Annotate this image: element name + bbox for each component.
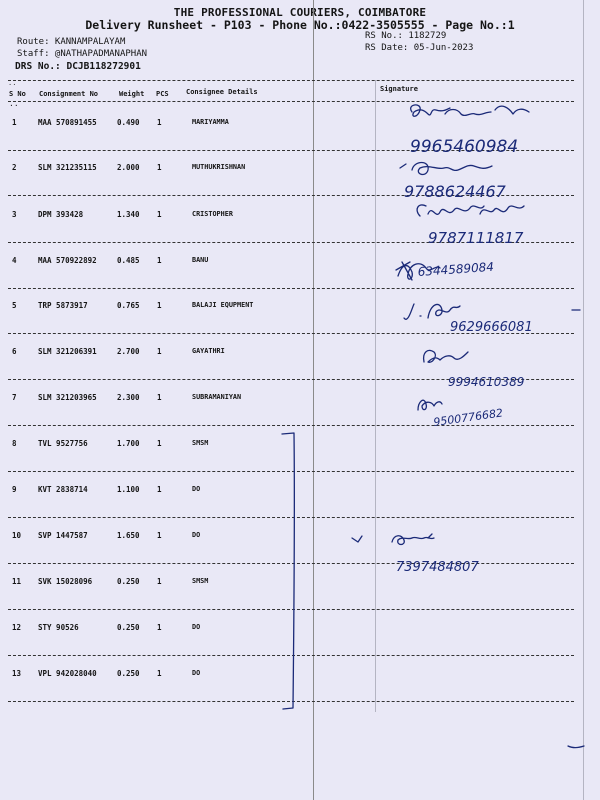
row-consignee: MARIYAMMA	[192, 118, 229, 126]
row-pcs: 1	[157, 531, 162, 540]
row-sno: 11	[12, 577, 22, 586]
row-consignee: SUBRAMANIYAN	[192, 393, 242, 401]
row-consignee: SMSM	[192, 577, 209, 585]
row-weight: 1.340	[117, 210, 140, 219]
row-consignment-no: TVL 9527756	[38, 439, 88, 448]
row-consignee: DO	[192, 485, 201, 493]
row-weight: 1.650	[117, 531, 140, 540]
row-consignment-no: DPM 393428	[38, 210, 84, 219]
row-consignment-no: TRP 5873917	[38, 301, 88, 310]
row-consignment-no: MAA 570922892	[38, 256, 97, 265]
row-consignee: MUTHUKRISHNAN	[192, 163, 246, 171]
row-pcs: 1	[157, 439, 162, 448]
column-header-weight: Weight	[119, 90, 145, 98]
header-dots: ..	[8, 79, 17, 87]
row-consignment-no: STY 90526	[38, 623, 79, 632]
header-dots-lower: ..	[9, 99, 19, 108]
handwritten-phone: 9788624467	[404, 182, 506, 201]
stray-mark	[352, 536, 362, 542]
document-subtitle: Delivery Runsheet - P103 - Phone No.:0422-3505555 - Page No.:1	[85, 18, 515, 32]
signature-scribble	[400, 163, 492, 175]
row-pcs: 1	[157, 256, 162, 265]
signature-scribble	[411, 105, 529, 116]
drs-number: DRS No.: DCJB118272901	[15, 61, 141, 72]
row-sno: 10	[12, 531, 22, 540]
row-consignment-no: MAA 570891455	[38, 118, 97, 127]
row-weight: 0.490	[117, 118, 140, 127]
row-pcs: 1	[157, 163, 162, 172]
row-sno: 6	[12, 347, 17, 356]
row-sno: 5	[12, 301, 17, 310]
row-pcs: 1	[157, 347, 162, 356]
row-weight: 2.300	[117, 393, 140, 402]
signature-scribble	[404, 304, 460, 319]
signature-scribble	[417, 205, 524, 216]
bracket-line	[282, 433, 294, 709]
rs-number: RS No.: 1182729	[365, 31, 447, 41]
handwritten-phone: 9994610389	[448, 375, 525, 389]
rs-date: RS Date: 05-Jun-2023	[365, 43, 474, 53]
row-pcs: 1	[157, 118, 162, 127]
row-sno: 3	[12, 210, 17, 219]
row-consignment-no: SVP 1447587	[38, 531, 88, 540]
signature-scribble	[418, 400, 442, 410]
row-consignee: BALAJI EQUPMENT	[192, 301, 254, 309]
signature-scribble	[392, 534, 434, 545]
row-weight: 1.100	[117, 485, 140, 494]
row-weight: 1.700	[117, 439, 140, 448]
row-sno: 4	[12, 256, 17, 265]
row-consignment-no: SLM 321235115	[38, 163, 97, 172]
row-consignment-no: KVT 2838714	[38, 485, 88, 494]
signature-scribble	[424, 350, 468, 362]
row-weight: 0.485	[117, 256, 140, 265]
row-sno: 7	[12, 393, 17, 402]
column-header-sno: S No	[9, 90, 26, 98]
row-consignment-no: SLM 321206391	[38, 347, 97, 356]
row-pcs: 1	[157, 393, 162, 402]
row-weight: 0.250	[117, 577, 140, 586]
route-label: Route: KANNAMPALAYAM	[17, 37, 126, 47]
handwritten-phone: 6344589084	[417, 259, 495, 279]
stray-mark	[568, 746, 584, 748]
row-consignee: DO	[192, 531, 201, 539]
row-weight: 2.000	[117, 163, 140, 172]
handwritten-phone: 9629666081	[450, 320, 533, 335]
row-consignee: BANU	[192, 256, 209, 264]
row-consignment-no: VPL 942028040	[38, 669, 97, 678]
row-pcs: 1	[157, 210, 162, 219]
row-consignee: CRISTOPHER	[192, 210, 233, 218]
row-consignee: SMSM	[192, 439, 209, 447]
column-header-consignee: Consignee Details	[186, 88, 258, 96]
row-weight: 0.250	[117, 669, 140, 678]
row-weight: 0.250	[117, 623, 140, 632]
row-consignee: GAYATHRI	[192, 347, 225, 355]
row-sno: 9	[12, 485, 17, 494]
row-weight: 2.700	[117, 347, 140, 356]
row-sno: 12	[12, 623, 22, 632]
row-sno: 8	[12, 439, 17, 448]
staff-label: Staff: @NATHAPADMANAPHAN	[17, 49, 148, 59]
row-sno: 13	[12, 669, 22, 678]
row-weight: 0.765	[117, 301, 140, 310]
document-title: THE PROFESSIONAL COURIERS, COIMBATORE	[173, 6, 427, 19]
column-header-pcs: PCS	[156, 90, 169, 98]
handwritten-phone: 9787111817	[428, 229, 524, 247]
row-pcs: 1	[157, 301, 162, 310]
row-sno: 2	[12, 163, 17, 172]
row-pcs: 1	[157, 669, 162, 678]
row-consignee: DO	[192, 623, 201, 631]
row-consignment-no: SVK 15028096	[38, 577, 93, 586]
row-pcs: 1	[157, 577, 162, 586]
row-sno: 1	[12, 118, 17, 127]
row-consignment-no: SLM 321203965	[38, 393, 97, 402]
handwritten-phone: 9965460984	[410, 137, 519, 157]
row-pcs: 1	[157, 623, 162, 632]
handwritten-phone: 7397484807	[396, 560, 479, 575]
handwritten-phone: 9500776682	[432, 406, 504, 429]
column-header-signature: Signature	[380, 85, 418, 93]
row-pcs: 1	[157, 485, 162, 494]
row-consignee: DO	[192, 669, 201, 677]
column-header-consignment: Consignment No	[39, 90, 99, 98]
